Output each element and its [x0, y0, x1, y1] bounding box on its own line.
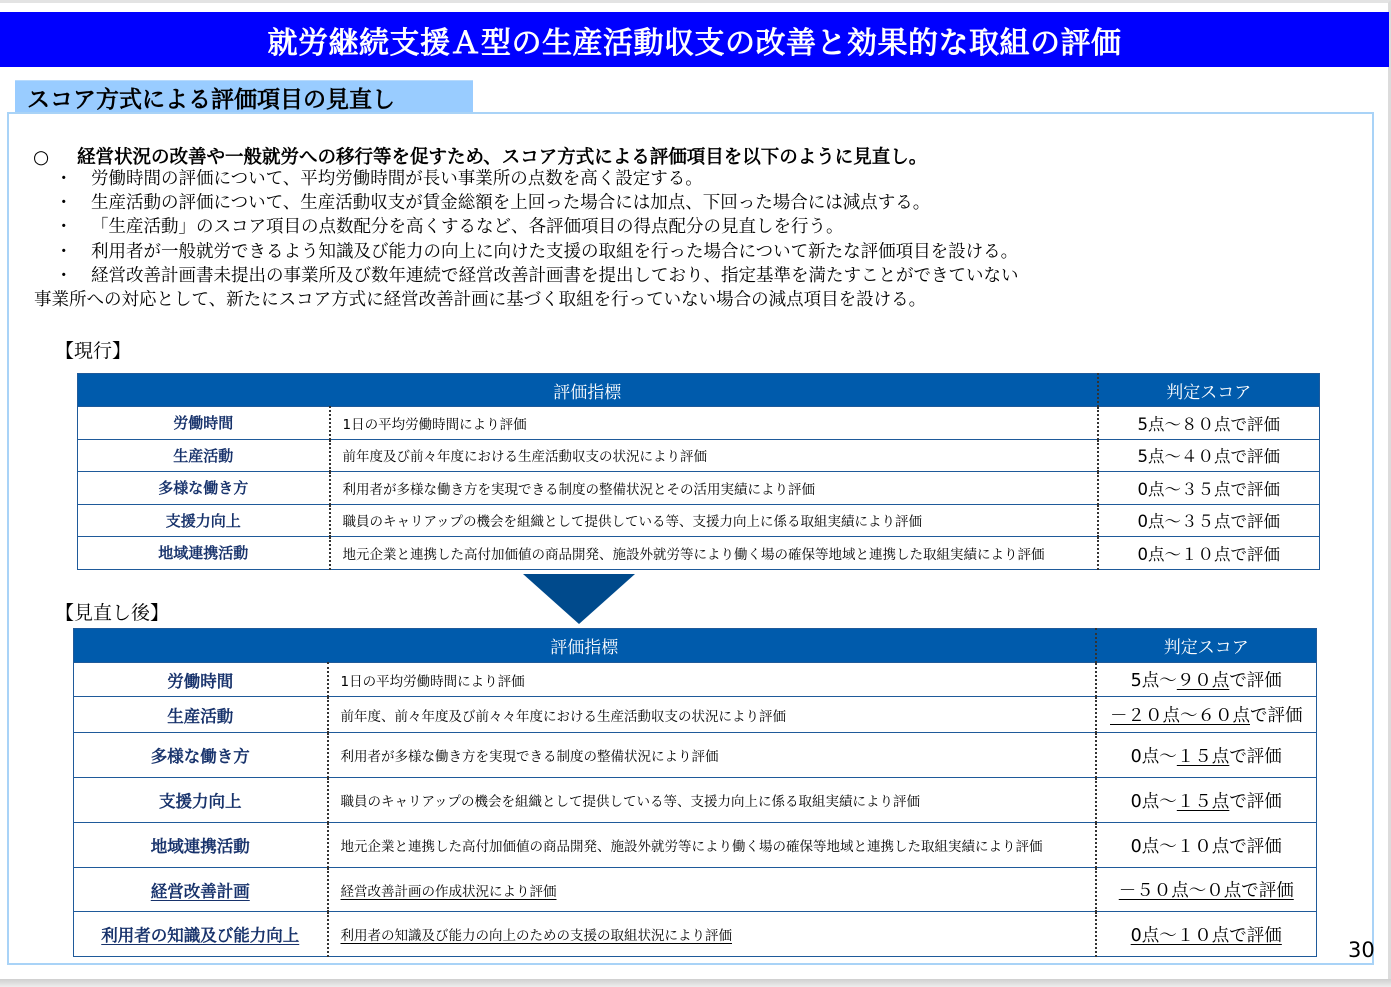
row-name: 支援力向上 — [78, 504, 330, 537]
row-description: 前年度、前々年度及び前々々年度における生産活動収支の状況により評価 — [328, 697, 1096, 733]
down-arrow-icon — [523, 574, 635, 624]
page-title: 就労継続支援Ａ型の生産活動収支の改善と効果的な取組の評価 — [267, 25, 1122, 61]
row-name: 利用者の知識及び能力向上 — [74, 912, 328, 957]
table-row — [74, 733, 1317, 778]
header-score: 判定スコア — [1096, 629, 1317, 663]
lead-statement — [33, 143, 927, 169]
table-row — [74, 697, 1317, 733]
circle-bullet-icon: ○ — [33, 147, 50, 168]
row-score: 0点～１５点で評価 — [1096, 733, 1317, 778]
table-header-row — [74, 629, 1317, 663]
row-score: －５０点～０点で評価 — [1096, 868, 1317, 912]
row-name: 労働時間 — [78, 407, 330, 440]
row-description: 利用者が多様な働き方を実現できる制度の整備状況とその活用実績により評価 — [330, 472, 1098, 505]
row-score: 0点～３５点で評価 — [1098, 504, 1320, 537]
bullet-dot-icon: ・ — [55, 193, 73, 214]
row-name: 地域連携活動 — [78, 537, 330, 570]
bullet-list — [34, 167, 1019, 312]
bullet-item: ・ 経営改善計画書未提出の事業所及び数年連続で経営改善計画書を提出しており、指定基準を満たすことができていない — [55, 264, 1019, 288]
bullet-dot-icon: ・ — [55, 169, 73, 189]
section-tab — [15, 80, 473, 113]
row-score: 0点～１５点で評価 — [1096, 778, 1317, 823]
row-score: 0点～１０点で評価 — [1098, 537, 1320, 570]
row-description: 1日の平均労働時間により評価 — [328, 663, 1096, 697]
row-description: 地元企業と連携した高付加価値の商品開発、施設外就労等により働く場の確保等地域と連携した取組実績により評価 — [330, 537, 1098, 570]
header-indicator: 評価指標 — [78, 374, 1098, 407]
row-name: 多様な働き方 — [78, 472, 330, 505]
page-bottom-shadow — [0, 979, 1391, 987]
table-row — [74, 823, 1317, 868]
table-row — [74, 778, 1317, 823]
row-name: 労働時間 — [74, 663, 328, 697]
current-label: 【現行】 — [55, 340, 132, 362]
row-score: －２０点～６０点で評価 — [1096, 697, 1317, 733]
bullet-dot-icon: ・ — [55, 241, 73, 262]
bullet-item: ・ 「生産活動」のスコア項目の点数配分を高くするなど、各評価項目の得点配分の見直しを行う。 — [55, 215, 1019, 239]
title-bar — [0, 12, 1389, 67]
row-description: 前年度及び前々年度における生産活動収支の状況により評価 — [330, 439, 1098, 472]
section-title: スコア方式による評価項目の見直し — [27, 86, 395, 113]
current-score-table — [77, 373, 1320, 570]
table-header-row — [78, 374, 1320, 407]
row-description: 1日の平均労働時間により評価 — [330, 407, 1098, 440]
row-name: 多様な働き方 — [74, 733, 328, 778]
bullet-item: ・ 生産活動の評価について、生産活動収支が賃金総額を上回った場合には加点、下回った場合には減点する。 — [55, 191, 1019, 215]
header-score: 判定スコア — [1098, 374, 1320, 407]
row-name: 地域連携活動 — [74, 823, 328, 868]
table-row-new — [74, 912, 1317, 957]
bullet-dot-icon: ・ — [55, 217, 73, 238]
row-score: 5点～９０点で評価 — [1096, 663, 1317, 697]
table-row-new — [74, 868, 1317, 912]
row-description: 地元企業と連携した高付加価値の商品開発、施設外就労等により働く場の確保等地域と連携した取組実績により評価 — [328, 823, 1096, 868]
revised-label: 【見直し後】 — [55, 602, 170, 624]
page-number: 30 — [1348, 938, 1375, 962]
bullet-item: ・ 利用者が一般就労できるよう知識及び能力の向上に向けた支援の取組を行った場合について新たな評価項目を設ける。 — [55, 240, 1019, 264]
row-score: 0点～３５点で評価 — [1098, 472, 1320, 505]
row-name: 生産活動 — [78, 439, 330, 472]
row-description: 職員のキャリアップの機会を組織として提供している等、支援力向上に係る取組実績により評価 — [328, 778, 1096, 823]
bullet-dot-icon: ・ — [55, 265, 73, 286]
table-row — [78, 537, 1320, 570]
row-description: 利用者が多様な働き方を実現できる制度の整備状況により評価 — [328, 733, 1096, 778]
row-name: 経営改善計画 — [74, 868, 328, 912]
table-row — [78, 472, 1320, 505]
table-row — [74, 663, 1317, 697]
lead-text: 経営状況の改善や一般就労への移行等を促すため、スコア方式による評価項目を以下のように見直し。 — [77, 147, 928, 168]
row-score: 5点～４０点で評価 — [1098, 439, 1320, 472]
row-name: 支援力向上 — [74, 778, 328, 823]
table-row — [78, 439, 1320, 472]
row-name: 生産活動 — [74, 697, 328, 733]
row-score: 0点～１０点で評価 — [1096, 823, 1317, 868]
row-description: 経営改善計画の作成状況により評価 — [328, 868, 1096, 912]
revised-score-table — [73, 628, 1317, 957]
row-description: 利用者の知識及び能力の向上のための支援の取組状況により評価 — [328, 912, 1096, 957]
row-description: 職員のキャリアップの機会を組織として提供している等、支援力向上に係る取組実績により評価 — [330, 504, 1098, 537]
row-score: 5点～８０点で評価 — [1098, 407, 1320, 440]
bullet-continuation: 事業所への対応として、新たにスコア方式に経営改善計画に基づく取組を行っていない場合の減点項目を設ける。 — [34, 290, 927, 311]
bullet-item: ・ 労働時間の評価について、平均労働時間が長い事業所の点数を高く設定する。 — [55, 167, 1019, 191]
row-score: 0点～１０点で評価 — [1096, 912, 1317, 957]
table-row — [78, 407, 1320, 440]
header-indicator: 評価指標 — [74, 629, 1096, 663]
table-row — [78, 504, 1320, 537]
